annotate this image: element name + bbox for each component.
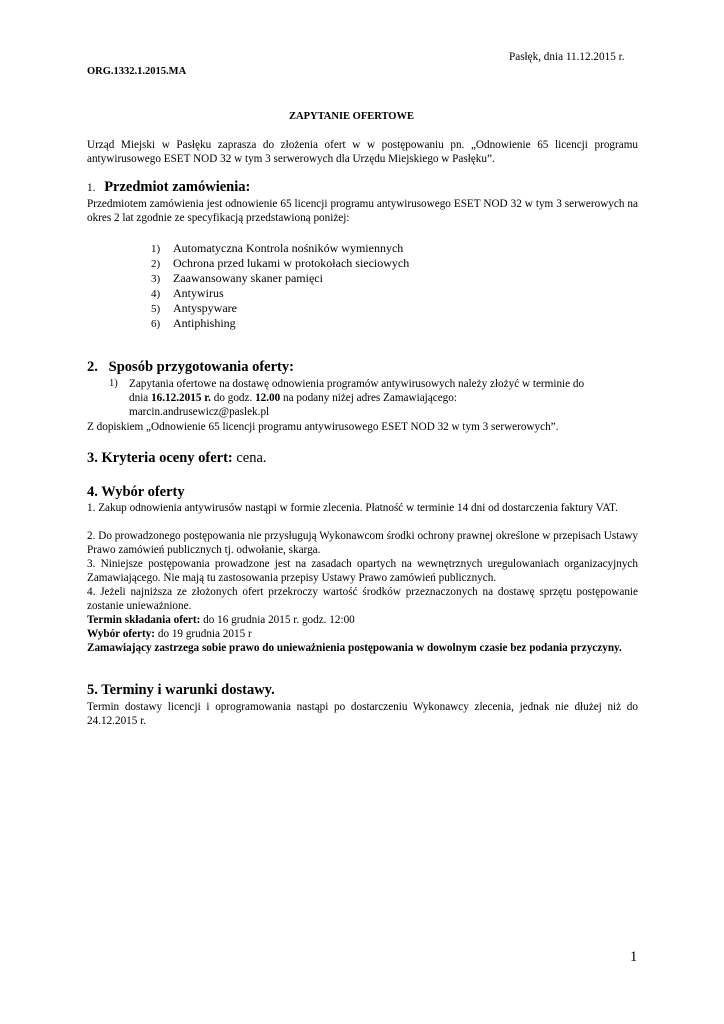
list-item-number: 6) <box>151 318 161 330</box>
list-item-label: Antyspyware <box>173 301 237 315</box>
section3-heading <box>87 451 267 466</box>
document-title: ZAPYTANIE OFERTOWE <box>289 111 414 122</box>
section1-heading <box>87 180 250 195</box>
section1-number: 1. <box>87 182 96 194</box>
reference-number: ORG.1332.1.2015.MA <box>87 66 187 77</box>
contact-email: marcin.andrusewicz@paslek.pl <box>129 406 270 418</box>
list-item-label: Antywirus <box>173 286 224 300</box>
list-item-label: Antiphishing <box>173 316 236 330</box>
list-item <box>151 286 224 301</box>
section1-title: Przedmiot zamówienia: <box>104 179 251 195</box>
list-item-number: 1) <box>151 243 161 255</box>
section2-title: Sposób przygotowania oferty: <box>108 359 294 375</box>
list-item <box>151 301 237 316</box>
section4-heading: 4. Wybór oferty <box>87 484 185 500</box>
section1-paragraph: Przedmiotem zamówienia jest odnowienie 65 licencji programu antywirusowego ESET NOD 32 w tym 3 serwerowych na okres 2 lat zgodnie ze specyfikacją przedstawioną poniżej: <box>87 198 638 225</box>
list-item-number: 5) <box>151 303 161 315</box>
list-item-number: 2) <box>151 258 161 270</box>
offer-selection-label: Wybór oferty: <box>87 628 156 640</box>
section2-item-line2 <box>129 391 457 405</box>
section3-value: cena. <box>232 450 267 466</box>
section2-text-b: do godz. <box>210 392 256 404</box>
section2-number: 2. <box>87 359 98 375</box>
list-item-number: 3) <box>151 273 161 285</box>
reservation-clause: Zamawiający zastrzega sobie prawo do unieważnienia postępowania w dowolnym czasie bez podania przyczyny. <box>87 642 622 654</box>
offer-selection <box>87 627 252 641</box>
submission-deadline <box>87 613 355 627</box>
list-item <box>151 271 323 286</box>
list-item-number: 4) <box>151 288 161 300</box>
deadline-date: 16.12.2015 r. <box>151 392 211 404</box>
section2-text-c: na podany niżej adres Zamawiającego: <box>280 392 457 404</box>
section4-paragraph-3: 3. Niniejsze postępowania prowadzone jest na zasadach opartych na wewnętrznych uregulowaniach organizacyjnych Zamawiającego. Nie mają tu zastosowania przepisy Ustawy Prawo zamówień publicznych. <box>87 558 638 585</box>
section4-paragraph-4: 4. Jeżeli najniższa ze złożonych ofert przekroczy wartość środków przeznaczonych na dostawę sprzętu postępowanie zostanie unieważnione. <box>87 586 638 613</box>
deadline-hour: 12.00 <box>255 392 281 404</box>
section4-paragraph-1: 1. Zakup odnowienia antywirusów nastąpi w formie zlecenia. Płatność w terminie 14 dni od dostarczenia faktury VAT. <box>87 502 618 514</box>
section2-item-number: 1) <box>109 378 118 389</box>
list-item-label: Zaawansowany skaner pamięci <box>173 271 323 285</box>
offer-selection-value: do 19 grudnia 2015 r <box>155 628 252 640</box>
section2-item-line1: Zapytania ofertowe na dostawę odnowienia programów antywirusowych należy złożyć w terminie do <box>129 378 585 390</box>
section5-heading: 5. Terminy i warunki dostawy. <box>87 682 275 698</box>
list-item-label: Ochrona przed lukami w protokołach sieciowych <box>173 256 410 270</box>
section5-paragraph: Termin dostawy licencji i oprogramowania nastąpi po dostarczeniu Wykonawcy zlecenia, jednak nie dłużej niż do 24.12.2015 r. <box>87 701 638 728</box>
section3-title: 3. Kryteria oceny ofert: <box>87 450 233 466</box>
section2-heading <box>87 360 294 375</box>
section2-text-a: dnia <box>129 392 152 404</box>
list-item <box>151 256 409 271</box>
submission-deadline-value: do 16 grudnia 2015 r. godz. 12:00 <box>200 614 355 626</box>
page-number: 1 <box>630 949 638 965</box>
submission-deadline-label: Termin składania ofert: <box>87 614 201 626</box>
list-item <box>151 241 403 256</box>
list-item <box>151 316 236 331</box>
section4-paragraph-2: 2. Do prowadzonego postępowania nie przysługują Wykonawcom środki ochrony prawnej określone w przepisach Ustawy Prawo zamówień publicznych tj. odwołanie, skarga. <box>87 530 638 557</box>
section2-note: Z dopiskiem „Odnowienie 65 licencji programu antywirusowego ESET NOD 32 w tym 3 serwerowych”. <box>87 421 559 433</box>
place-date: Pasłęk, dnia 11.12.2015 r. <box>509 51 625 63</box>
list-item-label: Automatyczna Kontrola nośników wymiennych <box>173 241 404 255</box>
intro-paragraph: Urząd Miejski w Pasłęku zaprasza do złożenia ofert w w postępowaniu pn. „Odnowienie 65 licencji programu antywirusowego ESET NOD 32 w tym 3 serwerowych dla Urzędu Miejskiego w Pasłęku”. <box>87 139 638 166</box>
